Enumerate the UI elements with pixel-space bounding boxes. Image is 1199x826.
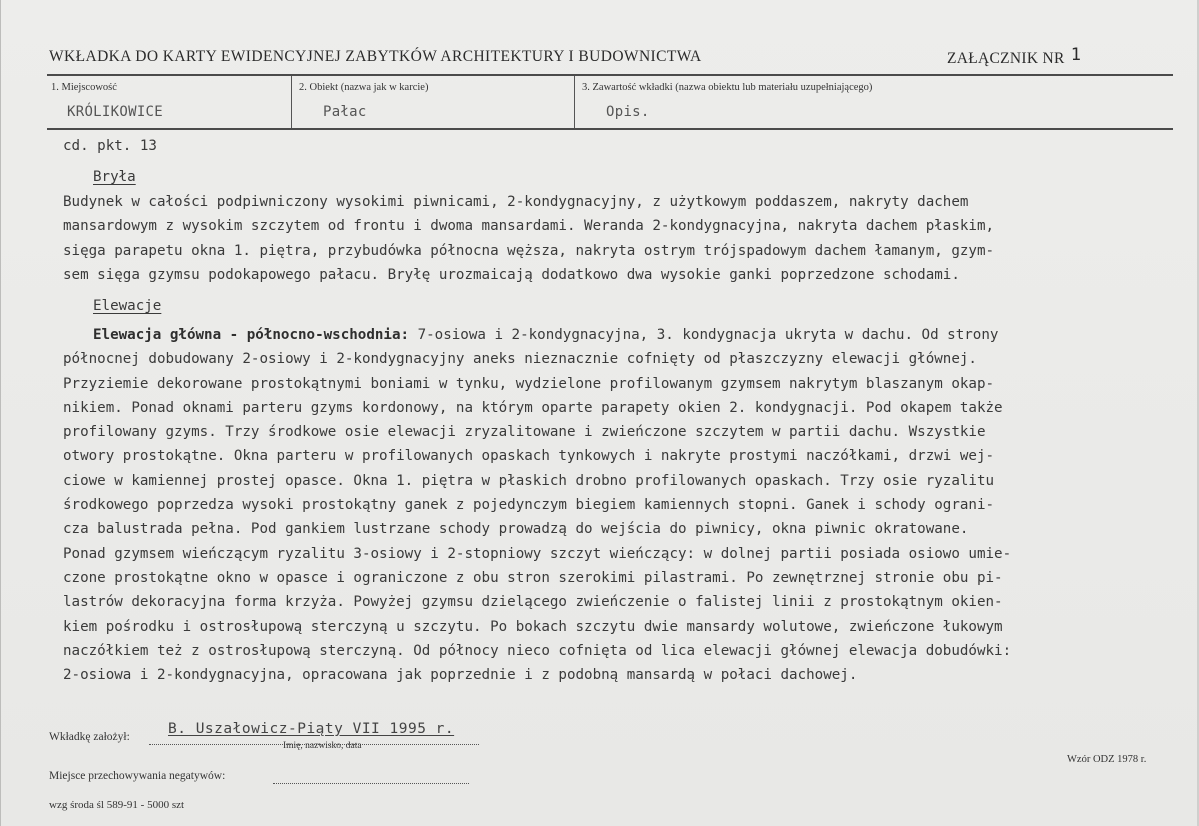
annex-label (947, 45, 1082, 68)
locality-label: 1. Miejscowość (51, 82, 117, 93)
prepared-by-label: Wkładkę założył: (49, 731, 130, 743)
annex-label-text: ZAŁĄCZNIK NR (947, 50, 1065, 67)
section-text-bryla: Budynek w całości podpiwniczony wysokimi piwnicami, 2-kondygnacyjny, z użytkowym poddaszem, nakryty dachem mansardowym z wysokim szczytem od frontu i dwoma mansardami. Weranda 2-kondygnacyjna, nakryta dachem płaskim, sięga parapetu okna 1. piętra, przybudówka północna węższa, nakryta ostrym trójspadowym dachem łamanym, gzym- sem sięga gzymsu podokapowego pałacu. Bryłę urozmaicają dodatkowo dwa wysokie ganki poprzedzone schodami. (63, 194, 995, 283)
header-rule (47, 74, 1173, 76)
prepared-by-caption: Imię, nazwisko, data (283, 741, 362, 751)
field-divider (574, 76, 575, 129)
negatives-line (273, 783, 469, 784)
printer-imprint: wzg środa śl 589-91 - 5000 szt (49, 799, 185, 811)
fields-bottom-rule (47, 128, 1173, 130)
object-label: 2. Obiekt (nazwa jak w karcie) (299, 82, 429, 93)
locality-value: KRÓLIKOWICE (67, 104, 164, 120)
elevation-text: 7-osiowa i 2-kondygnacyjna, 3. kondygnacja ukryta w dachu. Od strony północnej dobudowany 2-osiowy i 2-kondygnacyjny aneks nieznacznie cofnięty od płaszczyzny elewacji głównej. Przyziemie dekorowane prostokątnymi boniami w tynku, wydzielone profilowanym gzymsem nakrytym blaszanym okap- nikiem. Ponad oknami parteru gzyms kordonowy, na którym oparte parapety okien 2. kondygnacji. Pod okapem także profilowany gzyms. Trzy środkowe osie elewacji zryzalitowane i zwieńczone szczytem w partii dachu. Wszystkie otwory prostokątne. Okna parteru w profilowanych opaskach tynkowych i nakryte prostymi naczółkami, drzwi wej- ciowe w kamiennej prostej opasce. Okna 1. piętra w płaskich drobno profilowanych opaskach. Trzy osie ryzalitu środkowego poprzedza wysoki prostokątny ganek z pojedynczym biegiem kamiennych stopni. Ganek i schody ograni- cza balustrada pełna. Pod gankiem lustrzane schody prowadzą do wejścia do piwnicy, okna piwnic okratowane. Ponad gzymsem wieńczącym ryzalitu 3-osiowy i 2-stopniowy szczyt wieńczący: w dolnej partii posiada osiowo umie- czone prostokątne okno w opasce i ograniczone z obu stron szerokimi pilastrami. Po zewnętrznej stronie obu pi- lastrów dekoracyjna forma krzyża. Powyżej gzymsu dzielącego zwieńczenie o falistej linii z prostokątnym okien- kiem pośrodku i ostrosłupową sterczyną u szczytu. Po bokach szczytu dwie mansardy wolutowe, zwieńczone łukowym naczółkiem też z ostrosłupową sterczyną. Od północy nieco cofnięta od lica elewacji głównej elewacja dobudówki: 2-osiowa i 2-kondygnacyjna, opracowana jak poprzednie i z podobną mansardą w połaci dachowej. (63, 327, 1012, 684)
content-label: 3. Zawartość wkładki (nazwa obiektu lub materiału uzupełniającego) (582, 82, 873, 93)
annex-number: 1 (1070, 45, 1082, 65)
form-title: WKŁADKA DO KARTY EWIDENCYJNEJ ZABYTKÓW ARCHITEKTURY I BUDOWNICTWA (49, 48, 702, 65)
content-value: Opis. (606, 104, 650, 120)
continuation-note: cd. pkt. 13 (63, 138, 157, 154)
section-text-elewacje (63, 323, 1163, 687)
object-value: Pałac (323, 104, 367, 120)
prepared-by-value: B. Uszałowicz-Piąty VII 1995 r. (168, 721, 455, 737)
negatives-label: Miejsce przechowywania negatywów: (49, 770, 226, 782)
elevation-lead: Elewacja główna - północno-wschodnia: (93, 327, 410, 343)
form-pattern: Wzór ODZ 1978 r. (1067, 754, 1147, 765)
section-heading-elewacje: Elewacje (93, 298, 162, 314)
section-heading-bryla: Bryła (93, 169, 136, 185)
field-divider (291, 76, 292, 129)
